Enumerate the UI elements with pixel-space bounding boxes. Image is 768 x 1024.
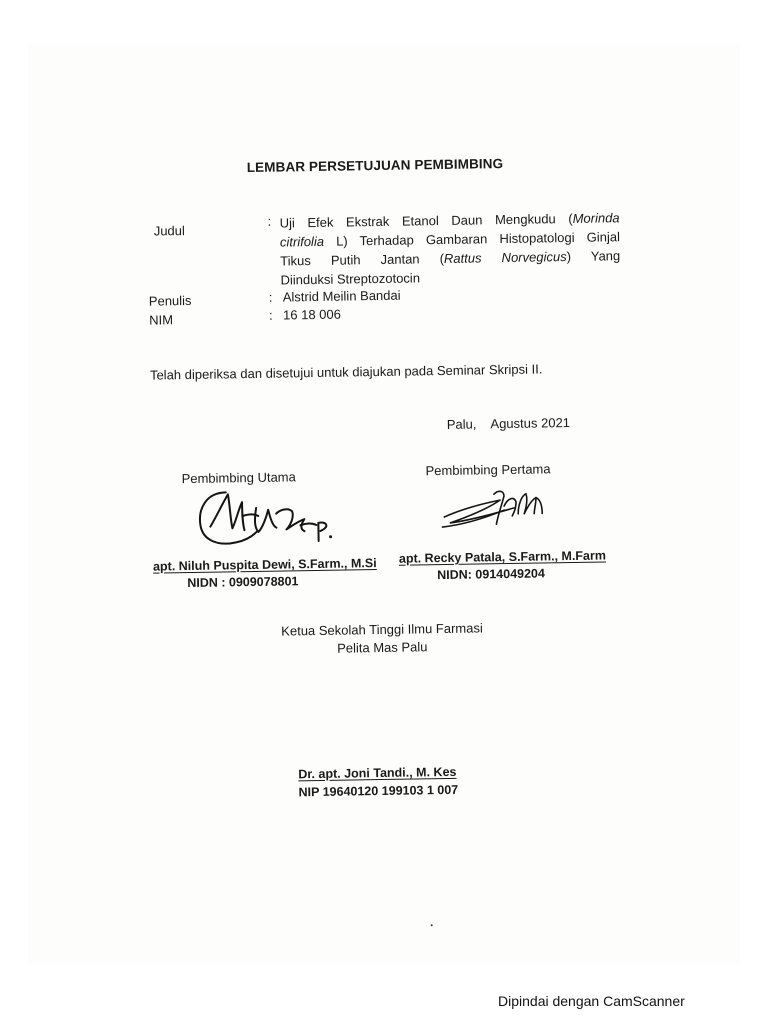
supervisor-1-role: Pembimbing Utama [181, 469, 296, 487]
judul-line-2: citrifolia L) Terhadap Gambaran Histopatologi Ginjal [279, 229, 621, 250]
supervisor-2-id: NIDN: 0914049204 [437, 566, 546, 583]
judul-line-4: Diinduksi Streptozotocin [280, 270, 421, 288]
supervisor-2-signature [438, 485, 559, 537]
supervisor-2-name: apt. Recky Patala, S.Farm., M.Farm [398, 548, 607, 566]
nim-label: NIM [149, 312, 174, 328]
head-id: NIP 19640120 199103 1 007 [298, 782, 459, 800]
place: Palu, [446, 416, 477, 432]
judul-label: Judul [153, 223, 185, 239]
place-date [447, 415, 570, 432]
judul-line-3: Tikus Putih Jantan (Rattus Norvegicus) Yang [280, 248, 621, 269]
approval-statement: Telah diperiksa dan disetujui untuk diajukan pada Seminar Skripsi II. [149, 361, 543, 383]
nim-value: 16 18 006 [282, 306, 342, 323]
scan-speck [431, 924, 433, 926]
supervisor-1-signature [196, 485, 337, 553]
document-title: LEMBAR PERSETUJUAN PEMBIMBING [246, 156, 504, 176]
penulis-colon: : [268, 289, 273, 305]
judul-value [279, 208, 620, 289]
head-role-line-1: Ketua Sekolah Tinggi Ilmu Farmasi [281, 620, 483, 639]
supervisor-2-role: Pembimbing Pertama [425, 461, 551, 479]
head-name: Dr. apt. Joni Tandi., M. Kes [298, 764, 457, 782]
penulis-value: Alstrid Meilin Bandai [282, 287, 401, 305]
supervisor-1-name: apt. Niluh Puspita Dewi, S.Farm., M.Si [152, 556, 377, 574]
head-role-line-2: Pelita Mas Palu [337, 639, 428, 656]
judul-colon: : [267, 213, 272, 229]
judul-line-1: Uji Efek Ekstrak Etanol Daun Mengkudu (Morinda [279, 210, 620, 231]
penulis-label: Penulis [148, 292, 192, 309]
camscanner-watermark: Dipindai dengan CamScanner [498, 993, 685, 1009]
supervisor-1-id: NIDN : 0909078801 [187, 574, 299, 591]
nim-colon: : [268, 307, 273, 323]
date: Agustus 2021 [490, 415, 571, 432]
